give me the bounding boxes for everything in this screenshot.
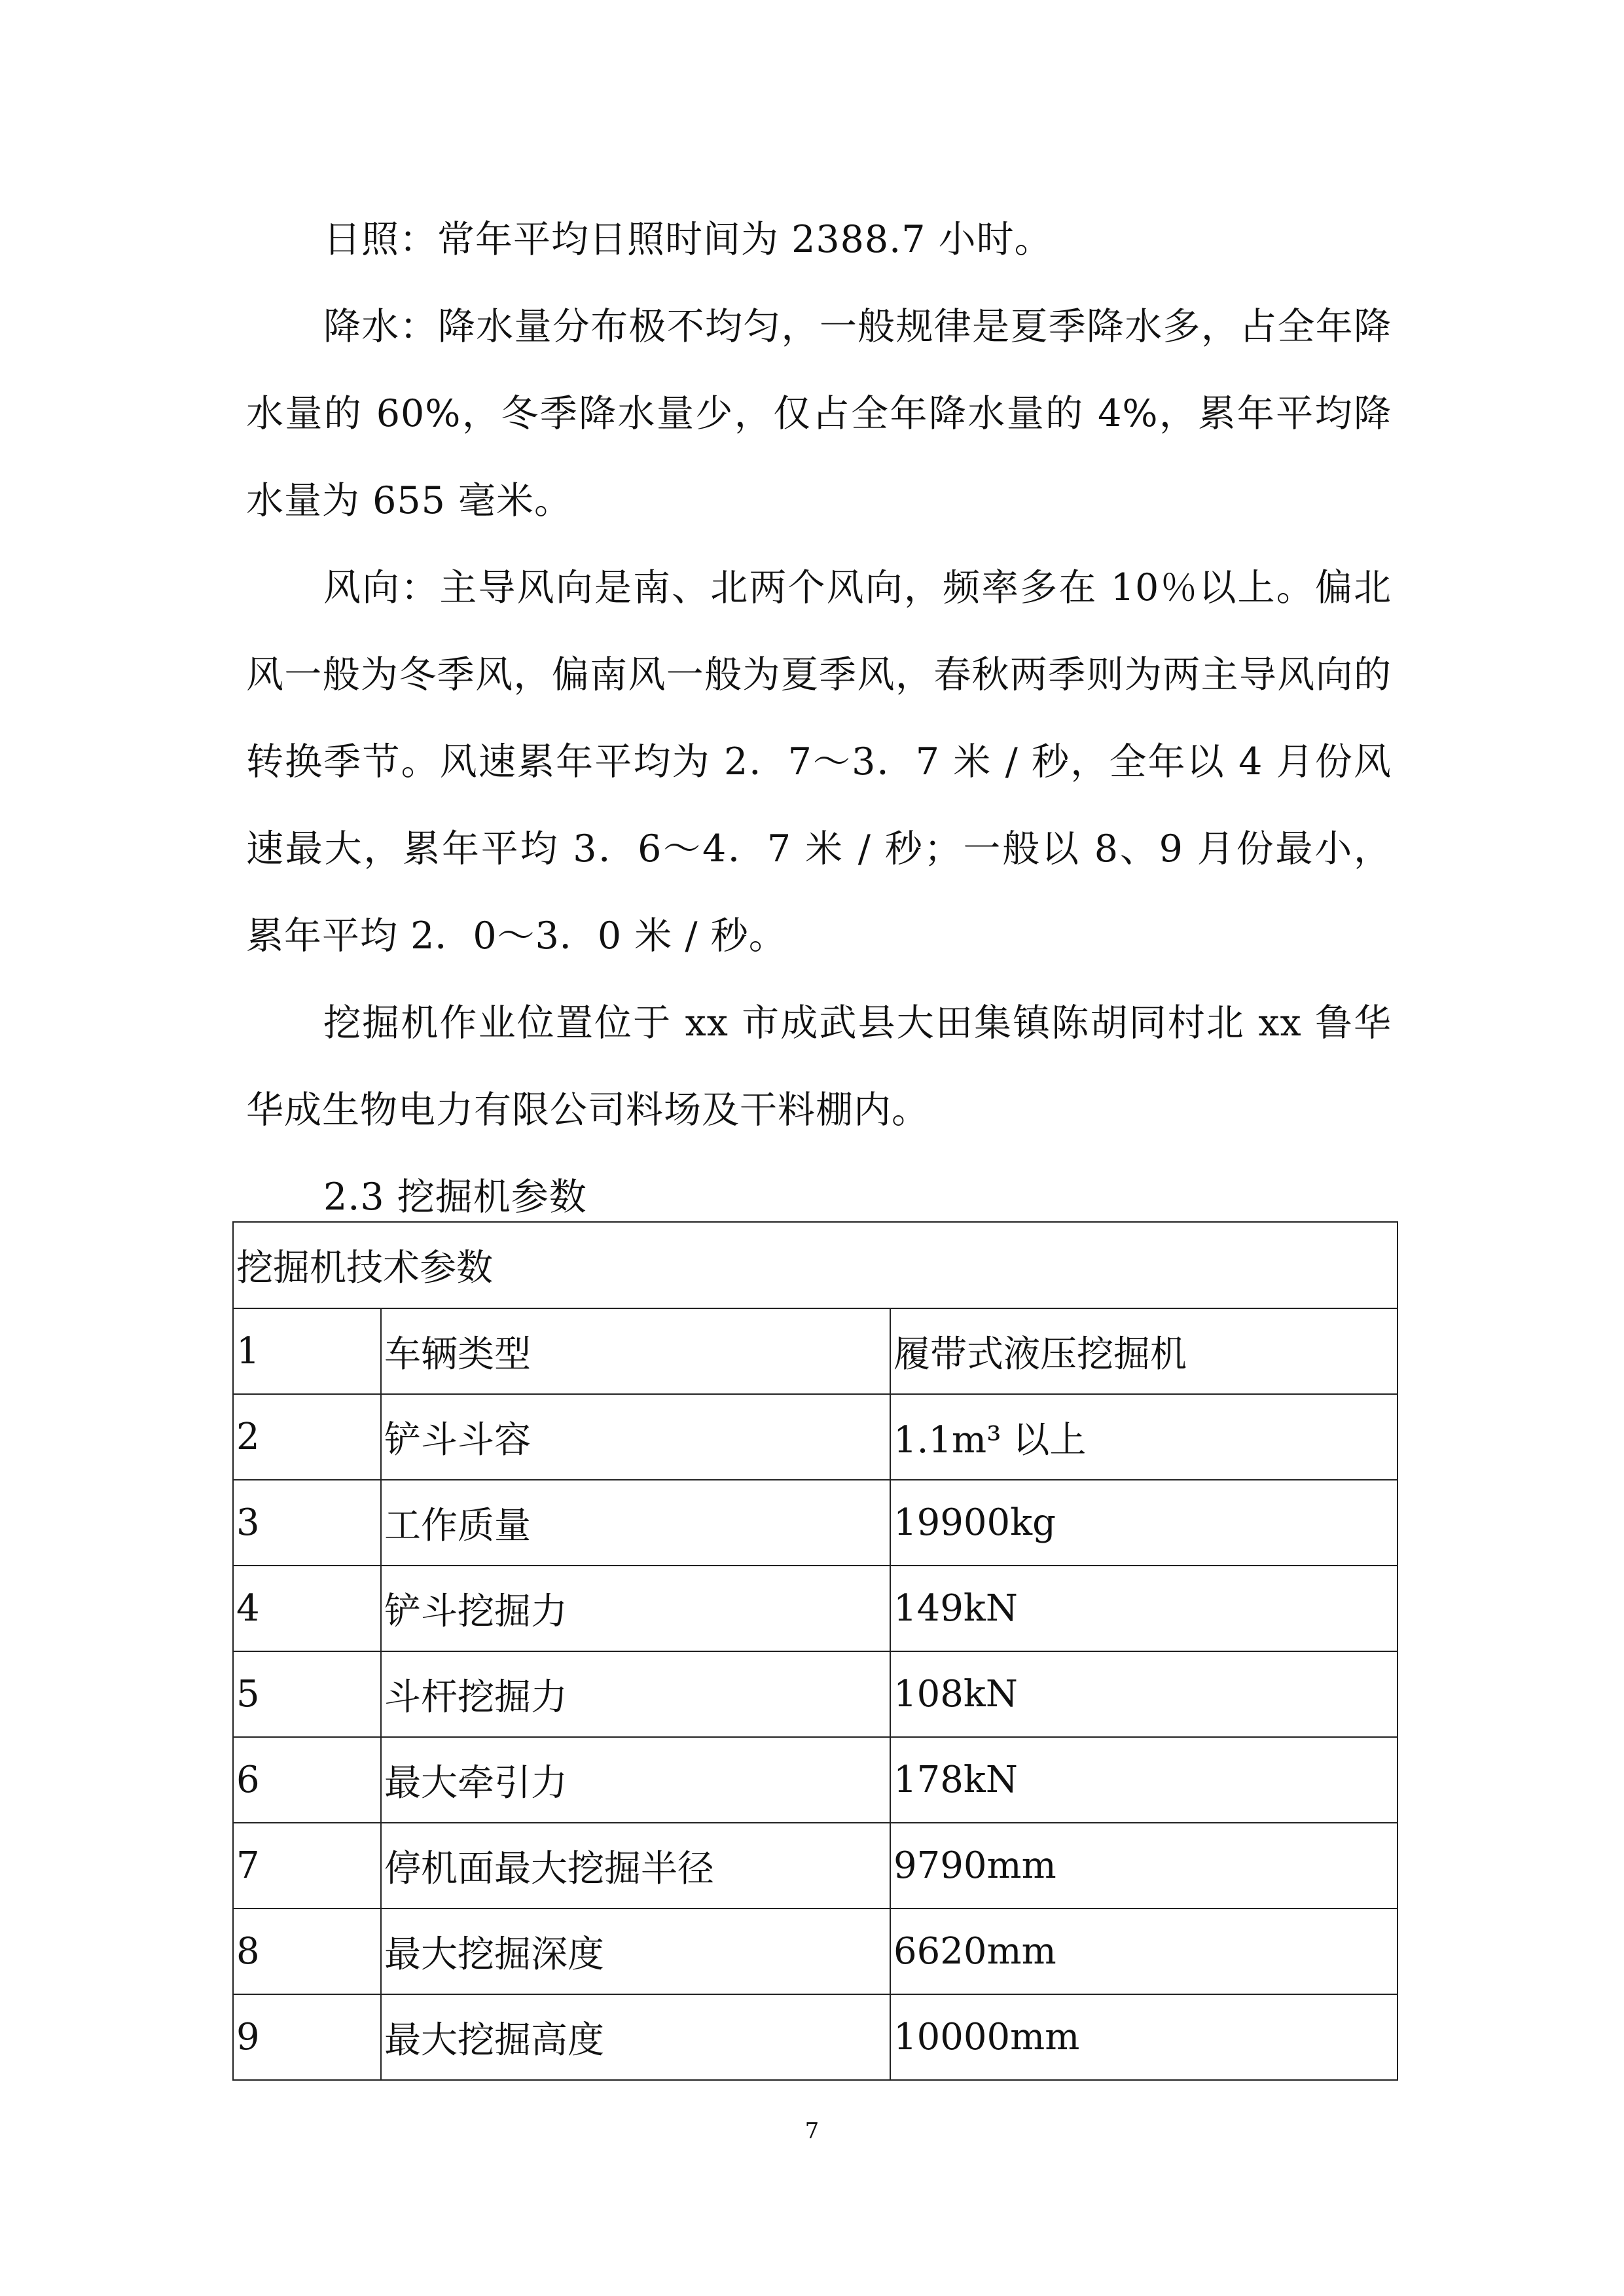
table-row (233, 1823, 1398, 1909)
param-value: 9790mm (890, 1823, 1398, 1909)
table-row (233, 1994, 1398, 2080)
param-value: 108kN (890, 1651, 1398, 1737)
table-row (233, 1651, 1398, 1737)
table-row (233, 1394, 1398, 1480)
table-row (233, 1737, 1398, 1823)
row-number: 5 (233, 1651, 381, 1737)
table-row (233, 1308, 1398, 1394)
row-number: 3 (233, 1480, 381, 1566)
param-value: 10000mm (890, 1994, 1398, 2080)
row-number: 2 (233, 1394, 381, 1480)
param-name: 最大挖掘高度 (381, 1994, 890, 2080)
row-number: 7 (233, 1823, 381, 1909)
param-name: 斗杆挖掘力 (381, 1651, 890, 1737)
param-name: 铲斗斗容 (381, 1394, 890, 1480)
param-name: 车辆类型 (381, 1308, 890, 1394)
row-number: 4 (233, 1566, 381, 1651)
table-caption-row (233, 1222, 1398, 1308)
param-name: 停机面最大挖掘半径 (381, 1823, 890, 1909)
table-caption: 挖掘机技术参数 (233, 1222, 1398, 1308)
param-name: 工作质量 (381, 1480, 890, 1566)
param-name: 铲斗挖掘力 (381, 1566, 890, 1651)
table-row (233, 1909, 1398, 1994)
param-value: 1.1m³ 以上 (890, 1394, 1398, 1480)
row-number: 6 (233, 1737, 381, 1823)
param-value: 19900kg (890, 1480, 1398, 1566)
param-value: 6620mm (890, 1909, 1398, 1994)
param-value: 149kN (890, 1566, 1398, 1651)
param-value: 178kN (890, 1737, 1398, 1823)
section-heading: 2.3 挖掘机参数 (323, 1175, 587, 1219)
param-value: 履带式液压挖掘机 (890, 1308, 1398, 1394)
row-number: 1 (233, 1308, 381, 1394)
paragraph-sunshine: 日照：常年平均日照时间为 2388.7 小时。 (323, 218, 1053, 261)
row-number: 9 (233, 1994, 381, 2080)
paragraph-wind: 风向：主导风向是南、北两个风向，频率多在 10％以上。偏北风一般为冬季风，偏南风一般为夏季风，春秋两季则为两主导风向的转换季节。风速累年平均为 2．7～3．7 米 / 秒，全年以 4 月份风速最大，累年平均 3．6～4．7 米 / 秒；一般以 8、9 月份最小，累年平均 2．0～3．0 米 / 秒。 (246, 566, 1392, 958)
param-name: 最大挖掘深度 (381, 1909, 890, 1994)
paragraph-location: 挖掘机作业位置位于 xx 市成武县大田集镇陈胡同村北 xx 鲁华华成生物电力有限公司料场及干料棚内。 (246, 1001, 1392, 1132)
paragraph-precipitation: 降水：降水量分布极不均匀，一般规律是夏季降水多，占全年降水量的 60%，冬季降水量少，仅占全年降水量的 4%，累年平均降水量为 655 毫米。 (246, 305, 1392, 522)
spec-table (232, 1221, 1398, 2081)
page-number: 7 (804, 2118, 820, 2144)
table-row (233, 1566, 1398, 1651)
param-name: 最大牵引力 (381, 1737, 890, 1823)
table-row (233, 1480, 1398, 1566)
row-number: 8 (233, 1909, 381, 1994)
